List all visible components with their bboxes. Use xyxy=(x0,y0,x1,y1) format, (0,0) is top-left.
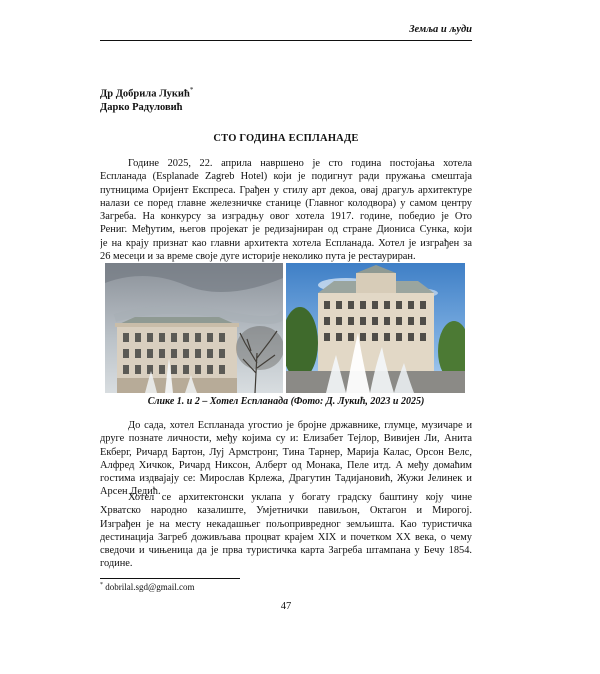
text-line: Алфред Хичкок, Ричард Никсон, Алберт од Монака, Пеле итд. А међу домаћим xyxy=(100,459,472,471)
article-title: СТО ГОДИНА ЕСПЛАНАДЕ xyxy=(213,133,359,144)
footnote-mark: * xyxy=(100,582,103,588)
text-line: Загреба. На конкурсу за изградњу овог хотела 1917. године, победио је Ото xyxy=(100,211,472,223)
paragraph-heritage xyxy=(100,491,472,571)
author-footnote-mark[interactable]: * xyxy=(189,86,194,94)
figure-caption: Слике 1. и 2 – Хотел Еспланада (Фото: Д. Лукић, 2023 и 2025) xyxy=(147,396,425,407)
text-line: Године 2025, 22. априла навршено је сто година постојања хотела xyxy=(128,158,472,169)
hotel-photo-2025 xyxy=(286,263,465,393)
text-line: Арсен Дедић. xyxy=(100,486,161,498)
text-line: гостима издвајају се: Мирослав Крлежа, Драгутин Тадијановић, Жужи Јелинек и xyxy=(100,473,472,485)
text-line: путницима Оријент Експреса. Грађен у стилу арт декоа, овај драгуљ архитектуре xyxy=(100,184,472,196)
paragraph-intro xyxy=(100,157,472,263)
page-number: 47 xyxy=(280,601,292,612)
header-rule xyxy=(100,40,472,41)
text-line: До сада, хотел Еспланада угостио је бројне државнике, глумце, музичаре и xyxy=(128,420,472,431)
text-line: Рениг. Међутим, његов пројекат је редизајниран од стране Диониса Сунка, који xyxy=(100,224,472,236)
text-line: Изграђен је на месту некадашњег пољопривредног земљишта. Као туристичка xyxy=(100,518,472,530)
paragraph-guests xyxy=(100,419,472,499)
text-line: Хотел се архитектонски уклапа у богату градску баштину коју чине xyxy=(128,492,472,503)
footnote-email[interactable]: dobrilal.sgd@gmail.com xyxy=(105,582,195,592)
footnote xyxy=(100,582,195,592)
text-line: Екберг, Ричард Бартон, Луј Армстронг, Тина Тарнер, Марија Калас, Орсон Велс, xyxy=(100,446,472,458)
running-header: Земља и људи xyxy=(409,24,472,35)
hotel-photo-2023 xyxy=(105,263,283,393)
footnote-rule xyxy=(100,578,240,579)
text-line: друге познате личности, међу којима су и: Елизабет Тејлор, Вивијен Ли, Анита xyxy=(100,433,472,445)
text-line: налази се поред главне железничке станице (Главног колодвора) у самом центру xyxy=(100,197,472,209)
text-line: године. xyxy=(100,558,133,570)
text-line: 26 месеци и за време своје дуге историје неколико пута је рестауриран. xyxy=(100,251,416,263)
author-first-name: Др Добрила Лукић xyxy=(100,88,190,100)
text-line: је на крају признат као главни архитекта хотела Еспланада. Хотел је изграђен за xyxy=(100,237,472,249)
text-line: Хрватско народно казалиште, Умјетнички павиљон, Октагон и Мирогој. xyxy=(100,505,472,517)
author-first xyxy=(100,84,193,101)
text-line: дестинација Загреб доживљава процват крајем XIX и почетком XX века, о чему xyxy=(100,531,472,543)
text-line: сведочи и чињеница да је прва туристичка карта Загреба штампана у Бечу 1854. xyxy=(100,545,472,557)
photo-figure xyxy=(105,263,465,393)
author-second: Дарко Радуловић xyxy=(100,101,183,113)
authors-block xyxy=(100,84,193,114)
text-line: Еспланада (Esplanade Zagreb Hotel) који је подигнут ради пружања смештаја xyxy=(100,171,472,183)
